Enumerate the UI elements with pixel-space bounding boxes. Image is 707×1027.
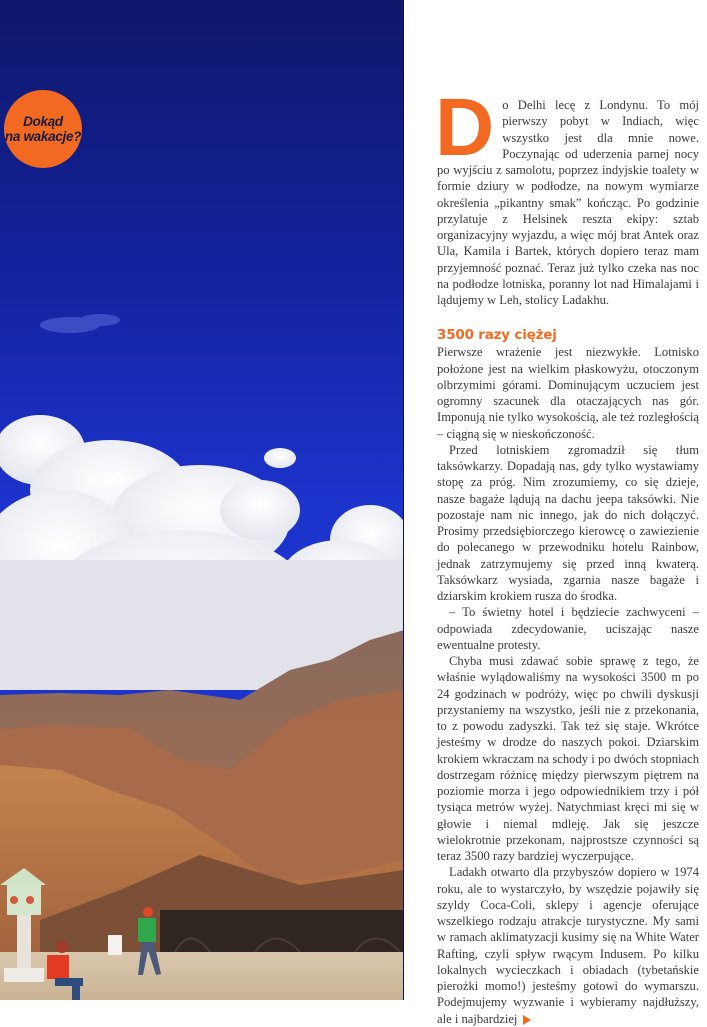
body-paragraph: Chyba musi zdawać sobie sprawę z tego, że właśnie wylądowaliśmy na wysokości 3500 m po 24 godzinach w podróży, więc po chwili dyskusji przystaniemy na wszystko, jeśli nie z przekonania, to z powodu zadyszki. Tak też się staje. Wkrótce jesteśmy w drodze do naszych pokoi. Dziarskim krokiem wkraczam na schody i po dwóch stopniach dostrzegam różnicę między pierwszym piętrem na poziomie morza i jego odpowiednikiem trzy i pół tysiąca metrów wyżej. Natychmiast kręci mi się w głowie i niemal mdleję. Jak się jeszcze wielokrotnie przekonam, najprostsze czynności są teraz 3500 razy bardziej wyczerpujące. [437, 654, 699, 863]
body-paragraph: Przed lotniskiem zgromadził się tłum taksówkarzy. Dopadają nas, gdy tylko wystawiamy stopę za próg. Nim zrozumiemy, co się dzieje, nasze bagaże lądują na dachu jeepa taksówki. Nie pozostaje nam nic innego, jak do nich dołączyć. Prosimy przedsiębiorczego kierowcę o zawiezienie do polecanego w przewodniku hotelu Rainbow, jednak zatrzymujemy się przed inną kwaterą. Taksówkarz wysiada, zgarnia nasze bagaże i dziarskim krokiem rusza do środka. [437, 442, 699, 603]
photo-edge [403, 0, 404, 1000]
section-subheading: 3500 razy ciężej [437, 327, 557, 344]
body-paragraph-text: Ladakh otwarto dla przybyszów dopiero w 1974 roku, ale to wystarczyło, by wszędzie pojawiły się szyldy Coca-Coli, sklepy i agencje oferujące wszelkiego rodzaju atrakcje turystyczne. My sami w ramach aklimatyzacji kusimy się na White Water Rafting, czyli spływ rwącym Indusem. Po kilku lokalnych wycieczkach i obiadach (tybetańskie pierożki momo!) jesteśmy gotowi do wymarszu. Podejmujemy wyzwanie i wybieramy najdłuższy, ale i najbardziej [437, 865, 699, 1026]
drop-cap: D [435, 82, 495, 173]
body-paragraph-last [437, 864, 699, 1027]
wall [160, 910, 404, 955]
intro-text: o Delhi lecę z Londynu. To mój pierwszy pobyt w Indiach, więc wszystko jest dla mnie nowe. Poczynając od uderzenia parnej nocy po wyjściu z samolotu, poprzez indyjskie toalety w formie dziury w podłodze, na nowym wymiarze określenia „pikantny smak” kończąc. Po godzinie przylatuje z Helsinek reszta ekipy: sztab organizacyjny wyjazdu, a więc mój brat Antek oraz Ula, Kamila i Bartek, których dopiero teraz mam przyjemność poznać. Teraz już tylko czeka nas noc na podłodze lotniska, poranny lot nad Himalajami i lądujemy w Leh, stolicy Ladakhu. [437, 98, 699, 307]
sign [108, 935, 122, 955]
triangle-right-icon [523, 1015, 531, 1025]
intro-paragraph [435, 82, 699, 308]
article-column [435, 82, 699, 1027]
badge-line-2: na wakacje? [4, 129, 82, 144]
body-paragraph: Pierwsze wrażenie jest niezwykłe. Lotnisko położone jest na wielkim płaskowyżu, otoczonym olbrzymimi górami. Dominującym uczuciem jest ogromny szacunek dla otaczających nas gór. Imponują nie tylko wysokością, ale też rozległością – ciągną się w nieskończoność. [437, 345, 699, 441]
body-paragraph: – To świetny hotel i będziecie zachwyceni – odpowiada zdecydowanie, uciszając nasze ewentualne protesty. [437, 605, 699, 652]
section-badge [4, 90, 82, 168]
badge-line-1: Dokąd [23, 114, 63, 129]
